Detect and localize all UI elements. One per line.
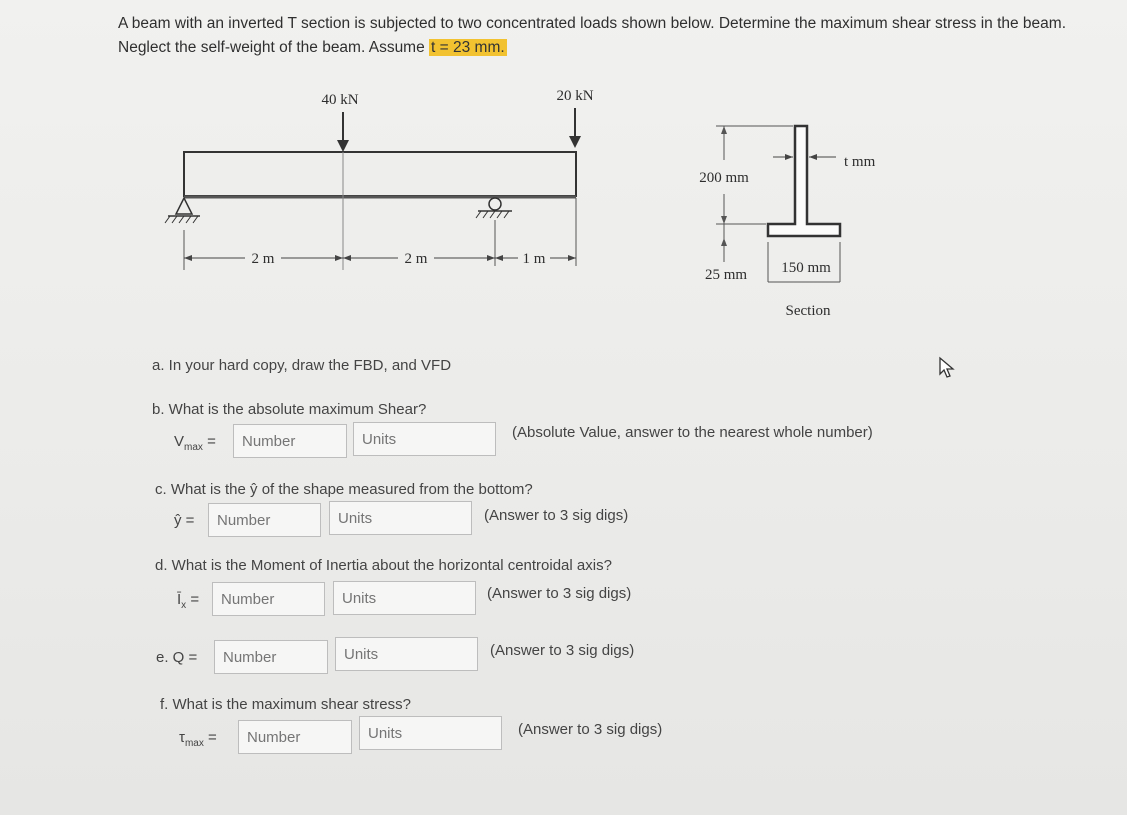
ix-hint: (Answer to 3 sig digs) — [487, 585, 632, 602]
ix-label — [177, 591, 199, 611]
flange-dim-arrow — [721, 238, 727, 246]
load-right-label: 20 kN — [556, 88, 594, 104]
ground-hatch-left — [165, 216, 198, 223]
q-number-input[interactable] — [214, 640, 328, 674]
beam-diagram — [160, 80, 620, 280]
flange-thickness-label: 25 mm — [704, 267, 748, 283]
q-units-input[interactable] — [335, 637, 478, 671]
tau-number-input[interactable] — [238, 720, 352, 754]
web-dim-arrow-bottom — [721, 216, 727, 224]
ybar-units-input[interactable] — [329, 501, 472, 535]
t-section-shape — [768, 126, 840, 236]
beam-body — [184, 152, 576, 196]
question-f: f. What is the maximum shear stress? — [160, 696, 411, 713]
q-label: e. Q = — [156, 649, 198, 666]
dim-arrow-c — [343, 255, 351, 261]
web-thick-arrow-right — [809, 154, 817, 160]
dim-arrow-b — [335, 255, 343, 261]
web-thickness-label: t mm — [844, 154, 876, 170]
ix-symbol: Ī — [177, 591, 182, 608]
web-dim-arrow-top — [721, 126, 727, 134]
vmax-number-input[interactable] — [233, 424, 347, 458]
ix-units-input[interactable] — [333, 581, 476, 615]
ground-hatch-roller — [476, 211, 509, 218]
vmax-hint: (Absolute Value, answer to the nearest whole number) — [512, 424, 873, 441]
span3-label: 1 m — [522, 251, 546, 267]
tau-hint: (Answer to 3 sig digs) — [518, 721, 663, 738]
dim-arrow-f — [568, 255, 576, 261]
load-left-label: 40 kN — [321, 92, 359, 108]
problem-statement — [118, 12, 1098, 60]
ybar-number-input[interactable] — [208, 503, 321, 537]
ix-subscript: x — [181, 600, 187, 611]
q-hint: (Answer to 3 sig digs) — [490, 642, 635, 659]
mouse-pointer-icon — [938, 356, 958, 380]
section-caption: Section — [785, 303, 831, 319]
load-left-arrowhead — [337, 140, 349, 152]
flange-width-label: 150 mm — [781, 260, 831, 276]
ix-equals: = — [190, 591, 200, 608]
web-height-label: 200 mm — [699, 170, 749, 186]
vmax-units-input[interactable] — [353, 422, 496, 456]
question-d: d. What is the Moment of Inertia about the horizontal centroidal axis? — [155, 557, 612, 574]
vmax-label — [174, 433, 216, 453]
web-thick-arrow-left — [785, 154, 793, 160]
ix-number-input[interactable] — [212, 582, 325, 616]
question-a: a. In your hard copy, draw the FBD, and VFD — [152, 357, 452, 374]
vmax-equals: = — [207, 433, 216, 450]
problem-text: A beam with an inverted T section is subjected to two concentrated loads shown below. Determine the maximum shear stress in the beam. Neglect the self-weight of the beam. Assume — [118, 15, 1066, 56]
section-diagram — [688, 112, 908, 327]
span1-label: 2 m — [251, 251, 275, 267]
roller-support — [489, 198, 501, 210]
dim-arrow-a — [184, 255, 192, 261]
tau-subscript: max — [184, 738, 204, 749]
pin-support-left — [176, 198, 192, 214]
tau-equals: = — [208, 729, 217, 746]
tau-symbol: τ — [179, 729, 185, 746]
tau-units-input[interactable] — [359, 716, 502, 750]
vmax-symbol: V — [174, 433, 185, 450]
ybar-hint: (Answer to 3 sig digs) — [484, 507, 629, 524]
vmax-subscript: max — [184, 442, 203, 453]
dim-arrow-d — [487, 255, 495, 261]
ybar-label: ŷ = — [174, 512, 195, 529]
load-right-arrowhead — [569, 136, 581, 148]
span2-label: 2 m — [404, 251, 428, 267]
question-b: b. What is the absolute maximum Shear? — [152, 401, 427, 418]
question-c: c. What is the ŷ of the shape measured from the bottom? — [155, 481, 533, 498]
t-value-highlight: t = 23 mm. — [431, 39, 505, 56]
tau-label — [179, 729, 217, 749]
dim-arrow-e — [495, 255, 503, 261]
